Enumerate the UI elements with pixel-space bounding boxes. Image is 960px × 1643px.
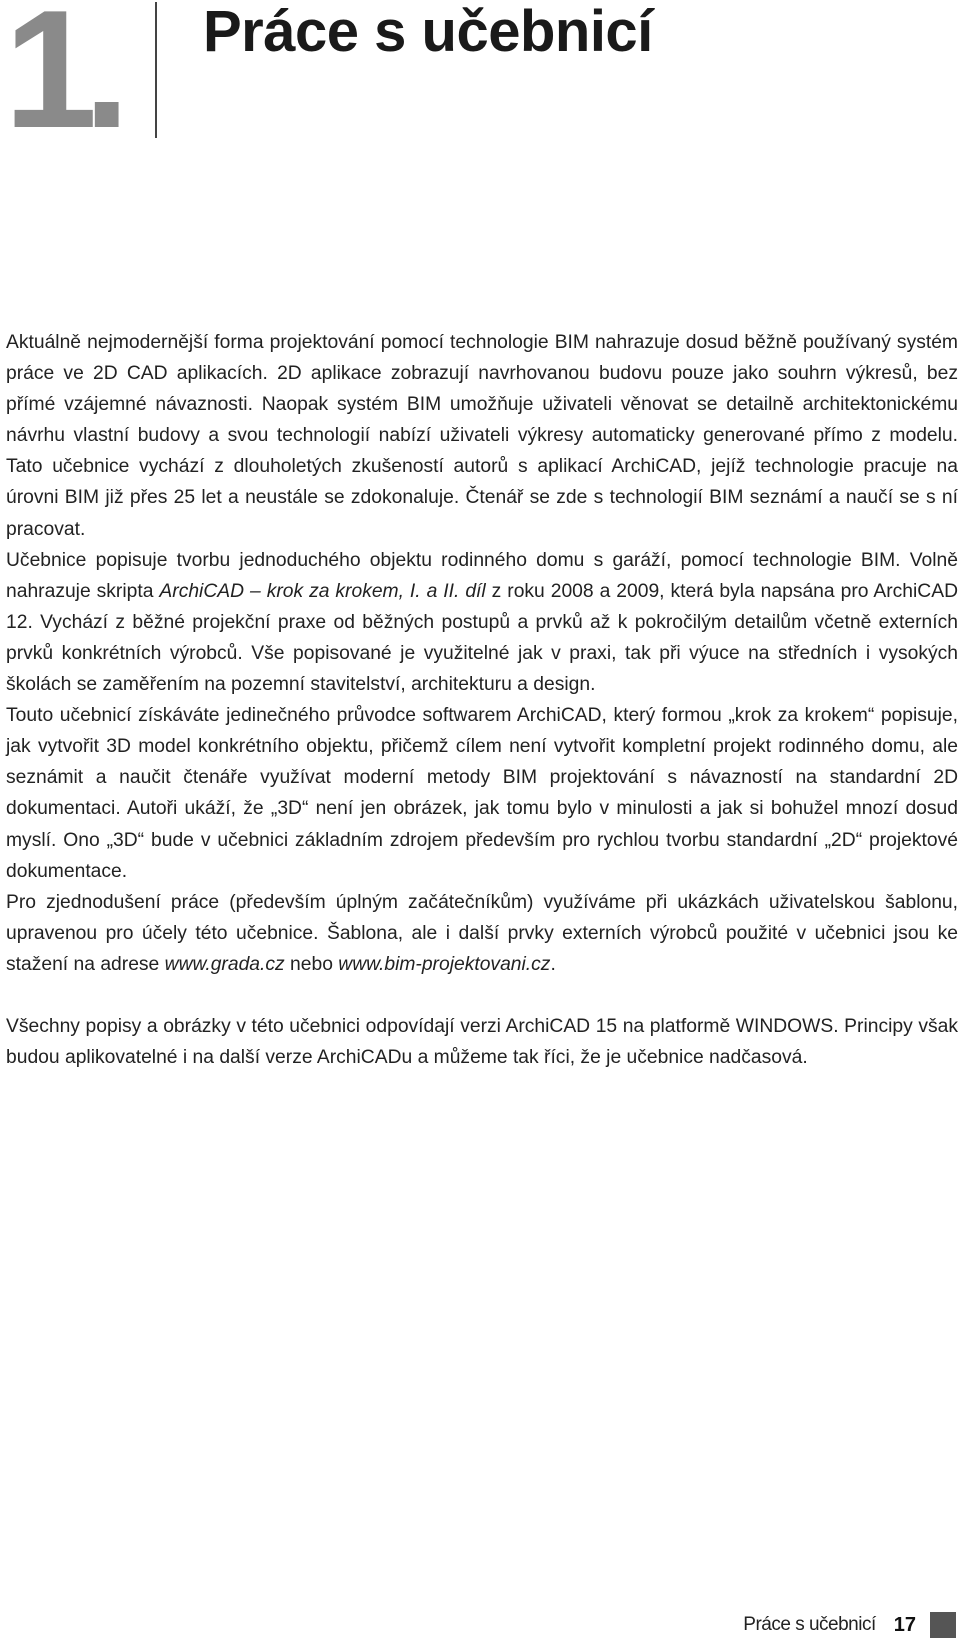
text-run: nebo bbox=[284, 953, 339, 975]
italic-text: www.bim-projektovani.cz bbox=[338, 953, 551, 975]
text-run: Touto učebnicí získáváte jedinečného průvodce softwarem ArchiCAD, který formou „krok za krokem“ popisuje, jak vytvořit 3D model konkrétního objektu, přičemž cílem není vytvořit kompletní projekt rodinného domu, ale seznámit a naučit čtenáře využívat moderní metody BIM projektování s návazností na standardní 2D dokumentaci. Autoři ukáží, že „3D“ není jen obrázek, jak tomu bylo v minulosti a jak si bohužel mnozí dosud myslí. Ono „3D“ bude v učebnici základním zdrojem především pro rychlou tvorbu standardní „2D“ projektové dokumentace. bbox=[6, 705, 958, 882]
paragraph bbox=[6, 887, 958, 980]
heading-divider bbox=[155, 2, 157, 138]
paragraph bbox=[6, 545, 958, 700]
text-run: Aktuálně nejmodernější forma projektování pomocí technologie BIM nahrazuje dosud běžně používaný systém práce ve 2D CAD aplikacích. 2D aplikace zobrazují navrhovanou budovu pouze jako souhrn výkresů, bez přímé vzájemné návaznosti. Naopak systém BIM umožňuje uživateli věnovat se detailně architektonickému návrhu vlastní budovy a svou technologií nabízí uživateli výkresy automaticky generované přímo z modelu. Tato učebnice vychází z dlouholetých zkušeností autorů s aplikací ArchiCAD, jejíž technologie pracuje na úrovni BIM již přes 25 let a neustále se zdokonaluje. Čtenář se zde s technologií BIM seznámí a naučí se s ní pracovat. bbox=[6, 332, 958, 540]
paragraph bbox=[6, 700, 958, 887]
paragraph bbox=[6, 327, 958, 545]
text-run: Učebnice popisuje tvorbu jednoduchého objektu rodinného domu s garáží, pomocí technologie BIM. Volně nahrazuje skripta bbox=[6, 549, 958, 602]
running-title: Práce s učebnicí bbox=[743, 1614, 876, 1635]
italic-text: ArchiCAD – krok za krokem, I. a II. díl bbox=[159, 580, 486, 602]
italic-text: www.grada.cz bbox=[164, 953, 285, 975]
page-number: 17 bbox=[893, 1613, 916, 1636]
text-run: Pro zjednodušení práce (především úplným začátečníkům) využíváme při ukázkách uživatelskou šablonu, upravenou pro účely této učebnice. Šablona, ale i další prvky externích výrobců použité v učebnici jsou ke stažení na adrese bbox=[6, 891, 958, 975]
page-footer bbox=[743, 1612, 956, 1638]
text-run: . bbox=[550, 953, 556, 975]
text-run: z roku 2008 a 2009, která byla napsána pro ArchiCAD 12. Vychází z běžné projekční praxe od běžných postupů a prvků až k pokročilým detailům včetně externích prvků konkrétních výrobců. Vše popisované je využitelné jak v praxi, tak při výuce na středních i vysokých školách se zaměřením na pozemní stavitelství, architekturu a design. bbox=[6, 580, 958, 696]
chapter-number: 1. bbox=[4, 0, 117, 163]
text-run: Všechny popisy a obrázky v této učebnici odpovídají verzi ArchiCAD 15 na platformě WINDOWS. Principy však budou aplikovatelné i na další verze ArchiCADu a můžeme tak říci, že je učebnice nadčasová. bbox=[6, 1015, 958, 1069]
paragraph bbox=[6, 1011, 958, 1073]
page-mark bbox=[930, 1612, 956, 1638]
chapter-title: Práce s učebnicí bbox=[203, 0, 653, 64]
body-text bbox=[6, 327, 958, 1073]
